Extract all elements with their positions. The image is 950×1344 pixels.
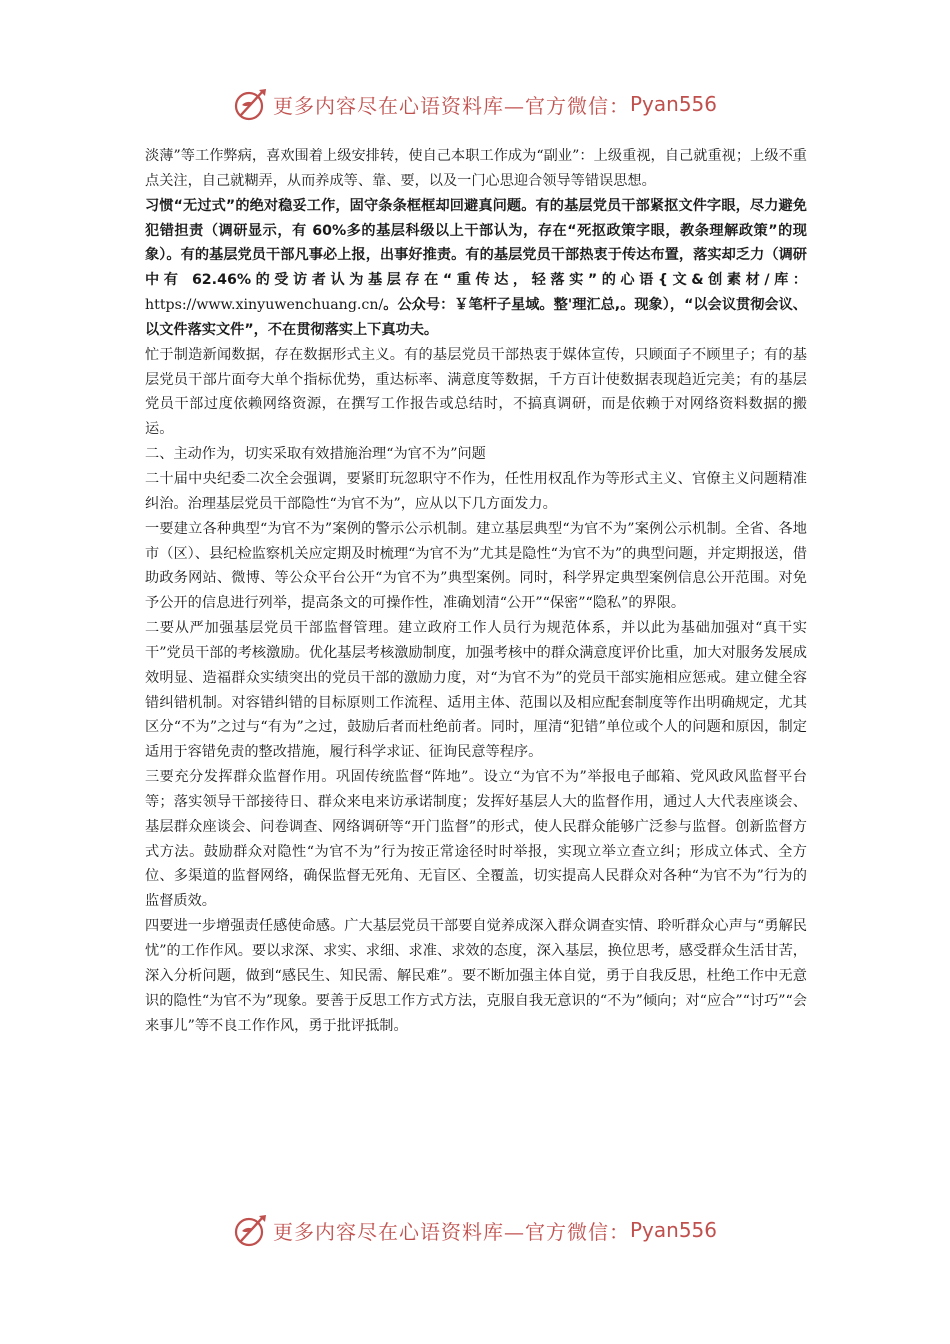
banner-wechat-id: Pyan556 <box>629 1218 717 1242</box>
banner-wechat-id: Pyan556 <box>629 92 717 116</box>
banner-text: 更多内容尽在心语资料库—官方微信： <box>272 1219 630 1244</box>
pen-logo-icon <box>233 1212 269 1248</box>
paragraph-3: 忙于制造新闻数据，存在数据形式主义。有的基层党员干部热衷于媒体宣传，只顾面子不顾里子；有的基层党员干部片面夸大单个指标优势，重达标率、满意度等数据，千方百计使数据表现趋近完美；有的基层党员干部过度依赖网络资源，在撰写工作报告或总结时，不搞真调研，而是依赖于对网络资料数据的搬运。 <box>145 346 807 438</box>
paragraph-2-bold <box>145 194 807 343</box>
paragraph-8: 三要充分发挥群众监督作用。巩固传统监督“阵地”。设立“为官不为”举报电子邮箱、党风政风监督平台等；落实领导干部接待日、群众来电来访承诺制度；发挥好基层人大的监督作用，通过人大代表座谈会、基层群众座谈会、问卷调查、网络调研等“开门监督”的形式，使人民群众能够广泛参与监督。创新监督方式方法。鼓励群众对隐性“为官不为”行为按正常途径时时举报，实现立举立查立纠；形成立体式、全方位、多渠道的监督网络，确保监督无死角、无盲区、全覆盖，切实提高人民群众对各种“为官不为”行为的监督质效。 <box>145 769 807 910</box>
paragraph-2-part-a: 习惯“无过式”的绝对稳妥工作，固守条条框框却回避真问题。有的基层党员干部紧抠文件字眼，尽力避免犯错担责（调研显示，有 60%多的基层科级以上干部认为，存在“死抠政策字眼，教条理解政策”的现象）。有的基层党员干部凡事必上报，出事好推责。有的基层党员干部热衷于传达布置，落实却乏力（调研中有 62.46%的受访者认为基层存在“重传达，轻落实”的心语{文&创素材/库： <box>145 197 807 289</box>
header-banner <box>0 84 950 124</box>
paragraph-9: 四要进一步增强责任感使命感。广大基层党员干部要自觉养成深入群众调查实情、聆听群众心声与“勇解民忧”的工作作风。要以求深、求实、求细、求准、求效的态度，深入基层，换位思考，感受群众生活甘苦，深入分析问题，做到“感民生、知民需、解民难”。要不断加强主体自觉，勇于自我反思，杜绝工作中无意识的隐性“为官不为”现象。要善于反思工作方式方法，克服自我无意识的“不为”倾向；对“应合”“讨巧”“会来事儿”等不良工作作风，勇于批评抵制。 <box>145 918 807 1034</box>
footer-banner <box>0 1210 950 1250</box>
paragraph-1: 淡薄”等工作弊病，喜欢围着上级安排转，使自己本职工作成为“副业”：上级重视，自己就重视；上级不重点关注，自己就糊弄，从而养成等、靠、要，以及一门心思迎合领导等错误思想。 <box>145 148 807 189</box>
banner-text: 更多内容尽在心语资料库—官方微信： <box>272 93 630 118</box>
paragraph-2-part-b: 。公众号：￥笔杆子星域。整'理汇总,。现象），“以会议贯彻会议、以文件落实文件”，不在贯彻落实上下真功夫。 <box>145 297 807 338</box>
paragraph-7: 二要从严加强基层党员干部监督管理。建立政府工作人员行为规范体系，并以此为基础加强对“真干实干”党员干部的考核激励。优化基层考核激励制度，加强考核中的群众满意度评价比重，加大对服务发展成效明显、造福群众实绩突出的党员干部的激励力度，对“为官不为”的党员干部实施相应惩戒。建立健全容错纠错机制。对容错纠错的目标原则工作流程、适用主体、范围以及相应配套制度等作出明确规定，尤其区分“不为”之过与“有为”之过，鼓励后者而杜绝前者。同时，厘清“犯错”单位或个人的问题和原因，制定适用于容错免责的整改措施，履行科学求证、征询民意等程序。 <box>145 620 807 761</box>
section-heading-2: 二、主动作为，切实采取有效措施治理“为官不为”问题 <box>145 446 486 463</box>
paragraph-2-url: https://www.xinyuwenchuang.cn/ <box>145 297 384 314</box>
paragraph-6: 一要建立各种典型“为官不为”案例的警示公示机制。建立基层典型“为官不为”案例公示机制。全省、各地市（区）、县纪检监察机关应定期及时梳理“为官不为”尤其是隐性“为官不为”的典型问题，并定期报送，借助政务网站、微博、等公众平台公开“为官不为”典型案例。同时，科学界定典型案例信息公开范围。对免予公开的信息进行列举，提高条文的可操作性，准确划清“公开”“保密”“隐私”的界限。 <box>145 520 807 612</box>
pen-logo-icon <box>233 86 269 122</box>
document-body <box>145 144 807 1038</box>
paragraph-5: 二十届中央纪委二次全会强调，要紧盯玩忽职守不作为，任性用权乱作为等形式主义、官僚主义问题精准纠治。治理基层党员干部隐性“为官不为”，应从以下几方面发力。 <box>145 470 807 512</box>
